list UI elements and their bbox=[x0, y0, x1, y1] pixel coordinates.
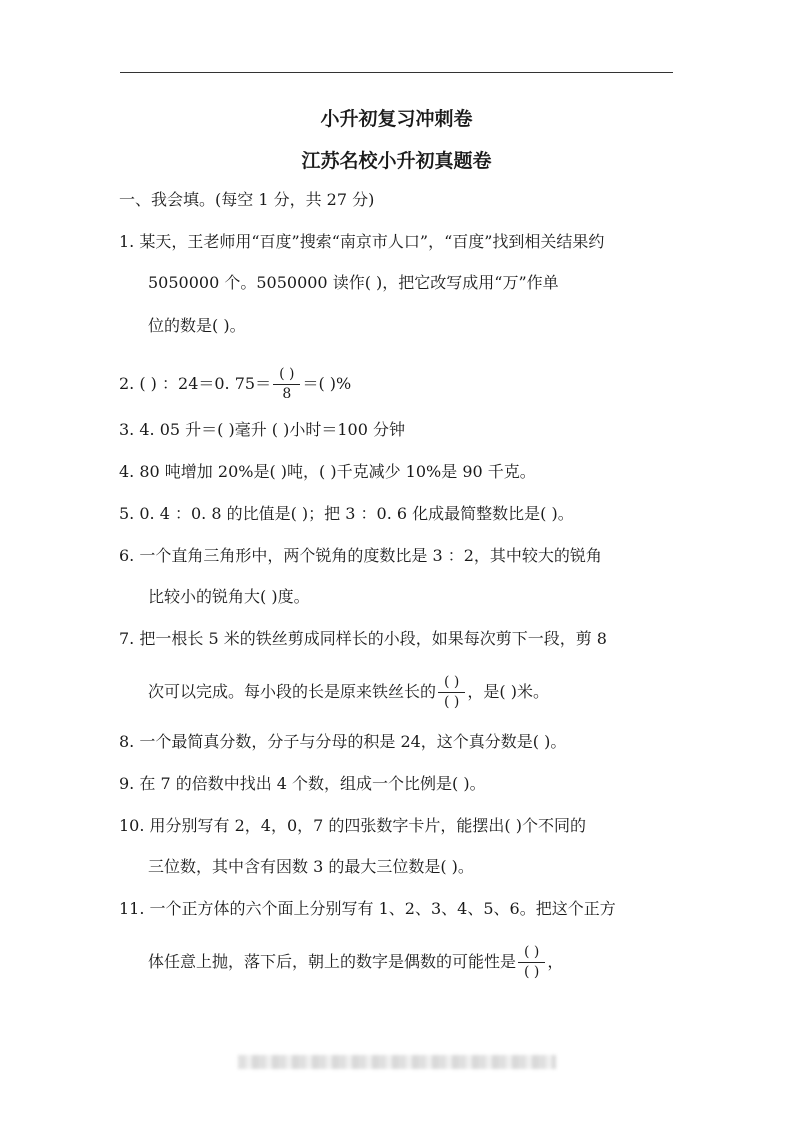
question-2 bbox=[119, 366, 351, 403]
fraction-numerator: ( ) bbox=[273, 366, 300, 385]
question-3: 3. 4. 05 升＝( )毫升 ( )小时＝100 分钟 bbox=[119, 420, 406, 439]
fraction-denominator: 8 bbox=[282, 386, 292, 402]
question-2-post: ＝( )% bbox=[302, 374, 352, 393]
question-7-post: ，是( )米。 bbox=[467, 682, 549, 701]
fraction-denominator: ( ) bbox=[444, 694, 460, 710]
question-8: 8. 一个最简真分数，分子与分母的积是 24，这个真分数是( )。 bbox=[119, 732, 567, 751]
question-6-line-2: 比较小的锐角大( )度。 bbox=[148, 587, 310, 606]
question-1-line-3: 位的数是( )。 bbox=[148, 316, 246, 335]
question-1-line-1: 1. 某天，王老师用“百度”搜索“南京市人口”，“百度”找到相关结果约 bbox=[119, 232, 605, 251]
question-7-pre: 次可以完成。每小段的长是原来铁丝长的 bbox=[148, 682, 437, 701]
question-9: 9. 在 7 的倍数中找出 4 个数，组成一个比例是( )。 bbox=[119, 774, 486, 793]
question-7-line-2 bbox=[148, 674, 549, 711]
question-10-line-1: 10. 用分别写有 2，4，0，7 的四张数字卡片，能摆出( )个不同的 bbox=[119, 816, 586, 835]
footer-watermark bbox=[238, 1055, 556, 1069]
question-4: 4. 80 吨增加 20%是( )吨，( )千克减少 10%是 90 千克。 bbox=[119, 462, 536, 481]
header-rule bbox=[120, 72, 673, 73]
question-11-pre: 体任意上抛，落下后，朝上的数字是偶数的可能性是 bbox=[148, 952, 517, 971]
question-11-post: ， bbox=[547, 952, 564, 971]
question-11-line-2 bbox=[148, 944, 563, 981]
question-11-line-1: 11. 一个正方体的六个面上分别写有 1、2、3、4、5、6。把这个正方 bbox=[119, 899, 616, 918]
question-2-pre: 2. ( ) ：24＝0. 75＝ bbox=[119, 374, 272, 393]
page-title: 小升初复习冲刺卷 bbox=[320, 108, 473, 130]
section-heading: 一、我会填。(每空 1 分，共 27 分) bbox=[119, 190, 375, 209]
fraction-numerator: ( ) bbox=[518, 944, 545, 963]
question-10-line-2: 三位数，其中含有因数 3 的最大三位数是( )。 bbox=[148, 857, 474, 876]
question-2-fraction bbox=[273, 366, 300, 403]
fraction-numerator: ( ) bbox=[438, 674, 465, 693]
question-5: 5. 0. 4 ：0. 8 的比值是( )；把 3 ：0. 6 化成最简整数比是( )。 bbox=[119, 504, 574, 523]
question-7-line-1: 7. 把一根长 5 米的铁丝剪成同样长的小段，如果每次剪下一段，剪 8 bbox=[119, 629, 607, 648]
question-1-line-2: 5050000 个。5050000 读作( )，把它改写成用“万”作单 bbox=[148, 273, 559, 292]
question-11-fraction bbox=[518, 944, 545, 981]
page-subtitle: 江苏名校小升初真题卷 bbox=[301, 150, 492, 172]
fraction-denominator: ( ) bbox=[524, 964, 540, 980]
question-7-fraction bbox=[438, 674, 465, 711]
question-6-line-1: 6. 一个直角三角形中，两个锐角的度数比是 3 ：2，其中较大的锐角 bbox=[119, 546, 602, 565]
